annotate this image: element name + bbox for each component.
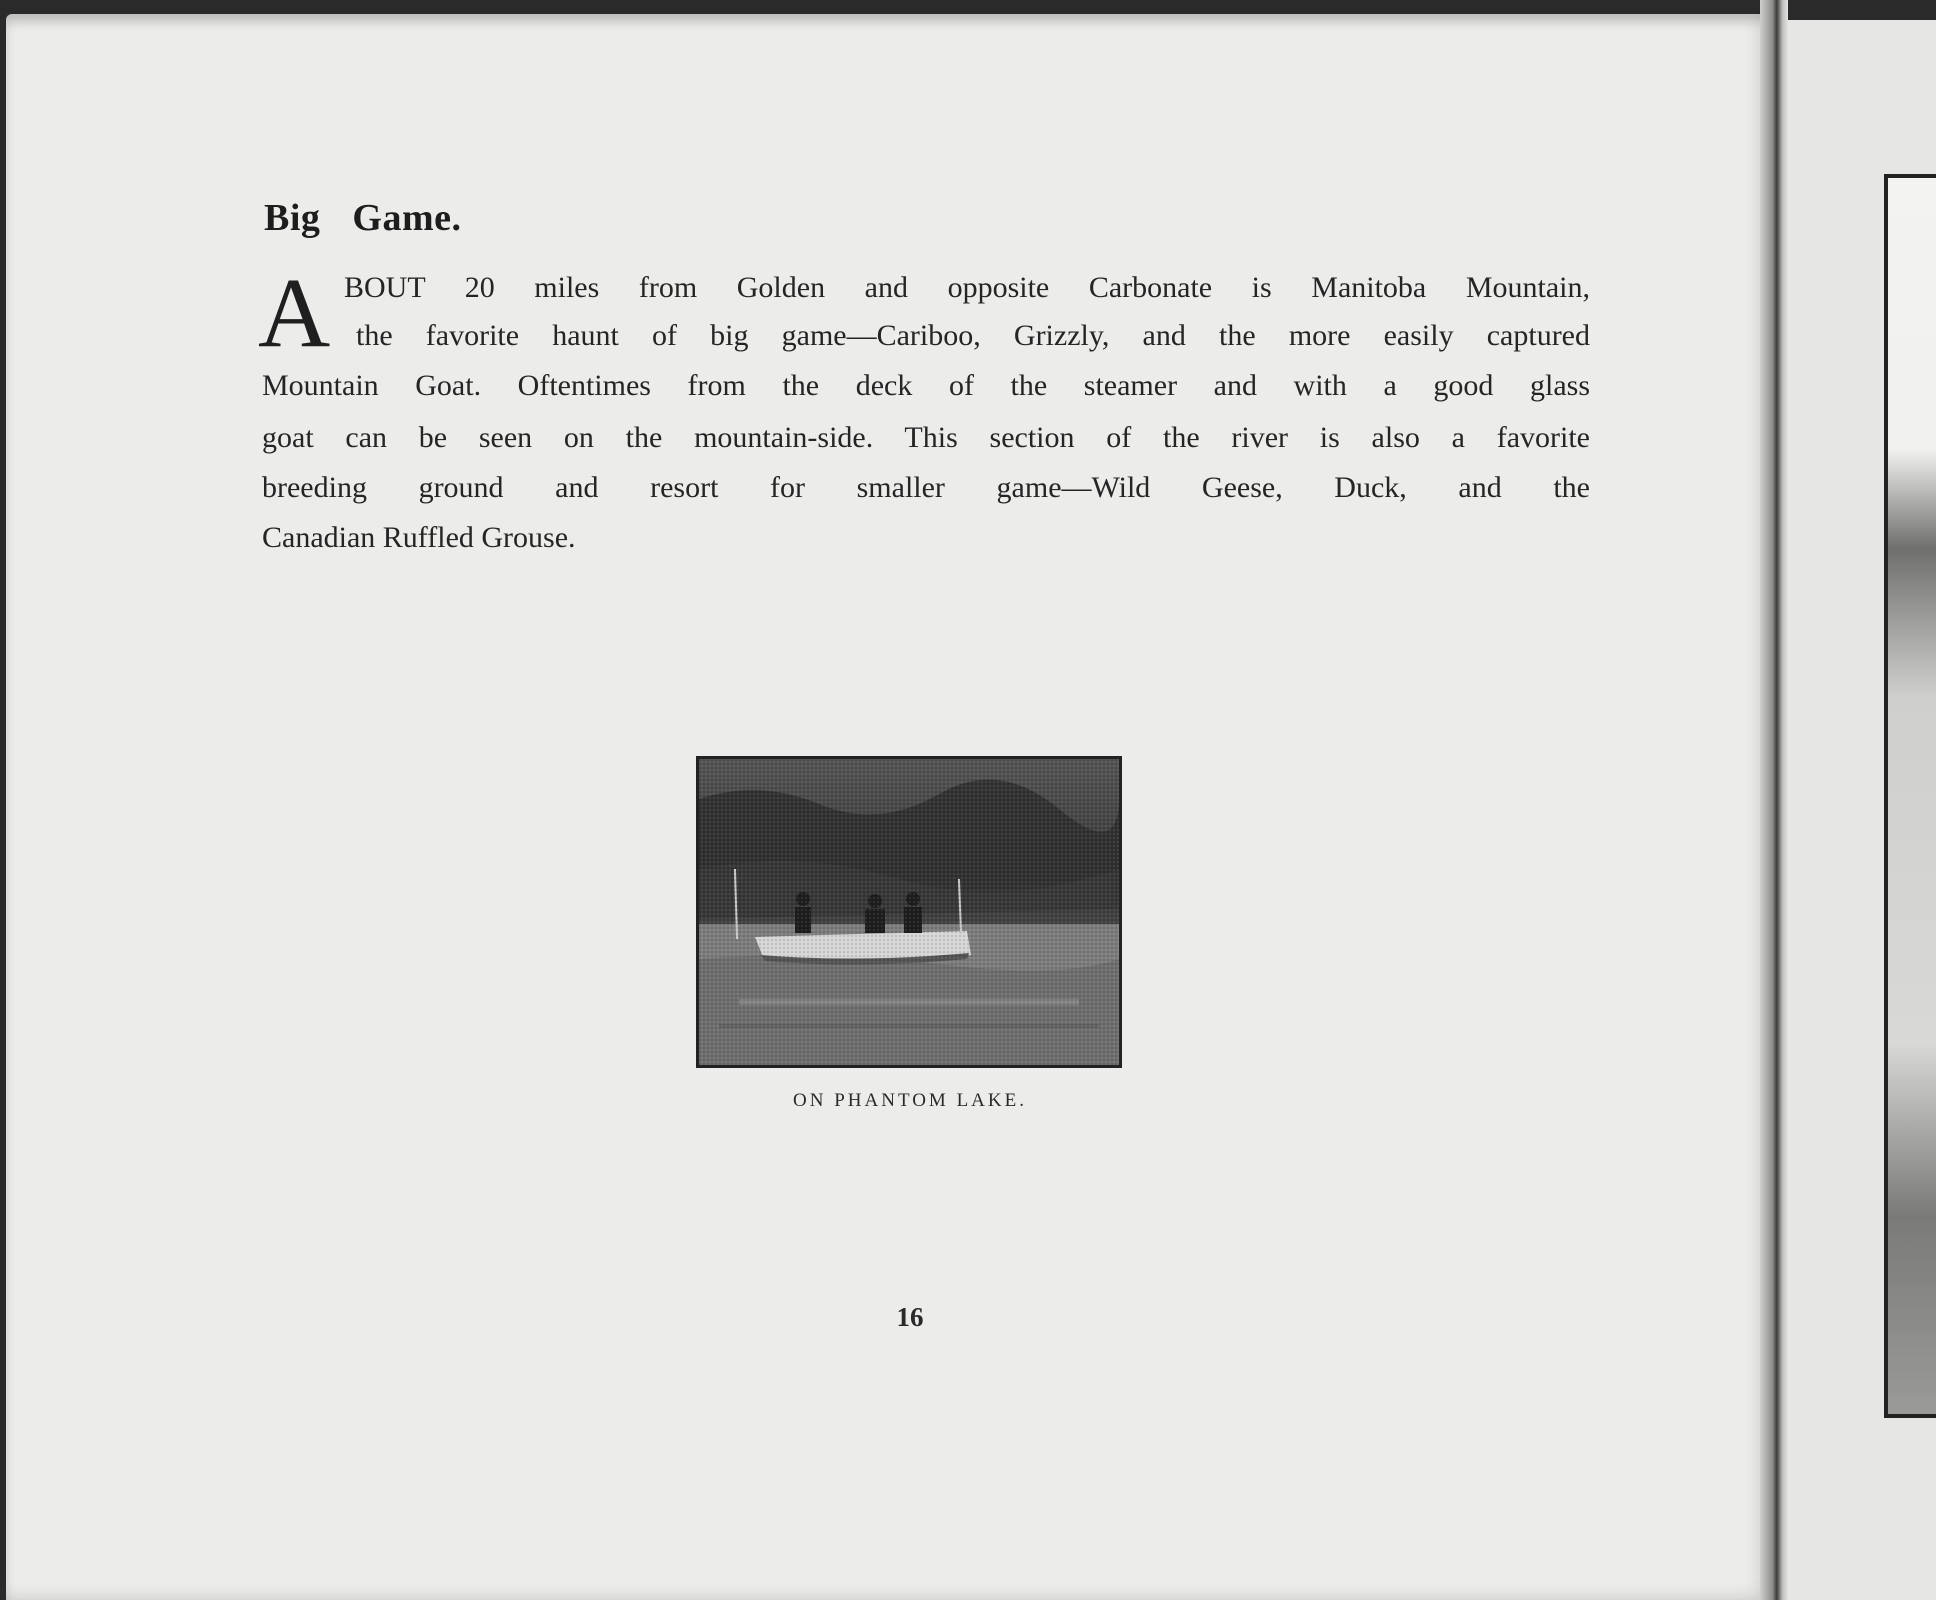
drop-cap: A — [258, 257, 331, 368]
figure-caption: ON PHANTOM LAKE. — [793, 1090, 1027, 1111]
paragraph-line: BOUT 20 miles from Golden and opposite Carbonate is Manitoba Mountain, — [344, 271, 1590, 304]
facing-page-photo — [1884, 174, 1936, 1418]
paragraph-line: goat can be seen on the mountain-side. This section of the river is also a favorite — [262, 421, 1590, 454]
paragraph-line: breeding ground and resort for smaller game—Wild Geese, Duck, and the — [262, 471, 1590, 504]
paragraph-line: the favorite haunt of big game—Cariboo, Grizzly, and the more easily captured — [356, 319, 1590, 352]
page-number: 16 — [896, 1302, 924, 1332]
boat-on-lake-illustration — [699, 759, 1119, 1065]
book-gutter — [1760, 0, 1788, 1600]
section-heading: Big Game. — [264, 197, 462, 239]
paragraph-line: Canadian Ruffled Grouse. — [262, 521, 576, 554]
lake-photograph — [696, 756, 1122, 1068]
paragraph-line: Mountain Goat. Oftentimes from the deck of the steamer and with a good glass — [262, 369, 1590, 402]
